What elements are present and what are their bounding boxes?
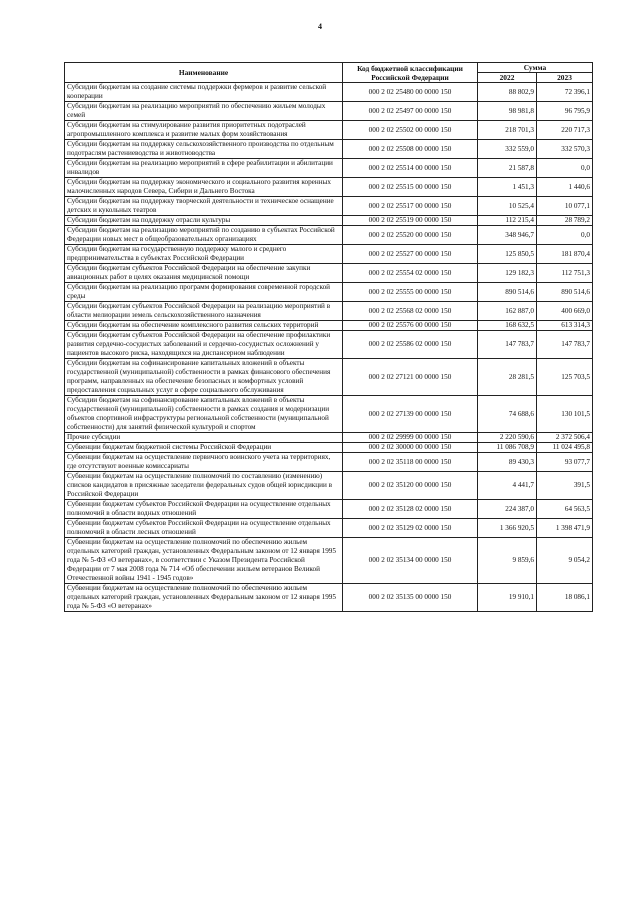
header-year-2022: 2022 — [478, 73, 537, 83]
row-value-2023: 28 789,2 — [537, 216, 593, 226]
row-value-2023: 181 870,4 — [537, 245, 593, 264]
row-value-2022: 21 587,8 — [478, 159, 537, 178]
row-name: Субсидии бюджетам на обеспечение комплексного развития сельских территорий — [65, 321, 343, 331]
table-row — [65, 83, 593, 102]
row-name: Субвенции бюджетам на осуществление первичного воинского учета на территориях, где отсутствуют военные комиссариаты — [65, 453, 343, 472]
budget-table — [64, 62, 593, 612]
row-name: Прочие субсидии — [65, 433, 343, 443]
row-name: Субсидии бюджетам субъектов Российской Федерации на обеспечение профилактики развития сердечно-сосудистых заболеваний и сердечно-сосудистых осложнений у пациентов высокого риска, находящихся на диспансерном наблюдении — [65, 331, 343, 359]
row-code: 000 2 02 25517 00 0000 150 — [343, 197, 478, 216]
table-row — [65, 472, 593, 500]
row-value-2023: 11 024 495,8 — [537, 443, 593, 453]
row-value-2022: 1 451,3 — [478, 178, 537, 197]
table-body — [65, 83, 593, 612]
table-row — [65, 584, 593, 612]
row-value-2023: 0,0 — [537, 226, 593, 245]
row-value-2023: 130 101,5 — [537, 396, 593, 433]
row-code: 000 2 02 25586 02 0000 150 — [343, 331, 478, 359]
table-row — [65, 197, 593, 216]
row-value-2022: 88 802,9 — [478, 83, 537, 102]
row-name: Субсидии бюджетам на реализацию программ формирования современной городской среды — [65, 283, 343, 302]
row-value-2023: 96 795,9 — [537, 102, 593, 121]
row-value-2022: 112 215,4 — [478, 216, 537, 226]
row-code: 000 2 02 25568 02 0000 150 — [343, 302, 478, 321]
row-code: 000 2 02 25519 00 0000 150 — [343, 216, 478, 226]
row-value-2022: 168 632,5 — [478, 321, 537, 331]
row-name: Субсидии бюджетам на реализацию мероприятий по обеспечению жильем молодых семей — [65, 102, 343, 121]
row-code: 000 2 02 25508 00 0000 150 — [343, 140, 478, 159]
table-row — [65, 102, 593, 121]
header-sum: Сумма — [478, 63, 593, 73]
row-name: Субвенции бюджетам субъектов Российской Федерации на осуществление отдельных полномочий в области водных отношений — [65, 500, 343, 519]
row-value-2022: 89 430,3 — [478, 453, 537, 472]
page-number: 4 — [318, 22, 322, 31]
row-value-2023: 220 717,3 — [537, 121, 593, 140]
table-row — [65, 264, 593, 283]
table-row — [65, 519, 593, 538]
row-code: 000 2 02 25555 00 0000 150 — [343, 283, 478, 302]
row-name: Субсидии бюджетам на поддержку творческой деятельности и техническое оснащение детских и кукольных театров — [65, 197, 343, 216]
table-row — [65, 321, 593, 331]
row-value-2023: 400 669,0 — [537, 302, 593, 321]
row-value-2022: 218 701,3 — [478, 121, 537, 140]
row-value-2023: 125 703,5 — [537, 359, 593, 396]
row-code: 000 2 02 35129 02 0000 150 — [343, 519, 478, 538]
row-value-2022: 19 910,1 — [478, 584, 537, 612]
row-name: Субсидии бюджетам на софинансирование капитальных вложений в объекты государственной (муниципальной) собственности в рамках создания и модернизации объектов спортивной инфраструктуры региональной собственности (муниципальной собственности) для занятий физической культурой и спортом — [65, 396, 343, 433]
row-code: 000 2 02 25502 00 0000 150 — [343, 121, 478, 140]
row-value-2023: 2 372 506,4 — [537, 433, 593, 443]
header-code: Код бюджетной классификации Российской Федерации — [343, 63, 478, 83]
row-value-2023: 147 783,7 — [537, 331, 593, 359]
table-row — [65, 245, 593, 264]
row-code: 000 2 02 29999 00 0000 150 — [343, 433, 478, 443]
row-value-2022: 1 366 920,5 — [478, 519, 537, 538]
row-name: Субвенции бюджетам субъектов Российской Федерации на осуществление отдельных полномочий в области лесных отношений — [65, 519, 343, 538]
table-row — [65, 216, 593, 226]
row-name: Субсидии бюджетам на софинансирование капитальных вложений в объекты государственной (муниципальной) собственности в рамках финансового обеспечения программ, направленных на обеспечение безопасных и комфортных условий предоставления социальных услуг в сфере социального обслуживания — [65, 359, 343, 396]
row-value-2023: 18 086,1 — [537, 584, 593, 612]
row-value-2022: 125 850,5 — [478, 245, 537, 264]
table-row — [65, 121, 593, 140]
table-row — [65, 433, 593, 443]
row-code: 000 2 02 30000 00 0000 150 — [343, 443, 478, 453]
row-value-2022: 162 887,0 — [478, 302, 537, 321]
row-code: 000 2 02 35118 00 0000 150 — [343, 453, 478, 472]
row-value-2023: 64 563,5 — [537, 500, 593, 519]
table-row — [65, 396, 593, 433]
table-row — [65, 500, 593, 519]
row-name: Субсидии бюджетам субъектов Российской Федерации на реализацию мероприятий в области мелиорации земель сельскохозяйственного назначения — [65, 302, 343, 321]
row-code: 000 2 02 27121 00 0000 150 — [343, 359, 478, 396]
row-value-2022: 9 859,6 — [478, 538, 537, 584]
header-year-2023: 2023 — [537, 73, 593, 83]
row-name: Субсидии бюджетам на поддержку отрасли культуры — [65, 216, 343, 226]
row-name: Субсидии бюджетам на реализацию мероприятий в сфере реабилитации и абилитации инвалидов — [65, 159, 343, 178]
row-code: 000 2 02 25480 00 0000 150 — [343, 83, 478, 102]
table-row — [65, 283, 593, 302]
table-row — [65, 359, 593, 396]
row-code: 000 2 02 35135 00 0000 150 — [343, 584, 478, 612]
row-name: Субсидии бюджетам на создание системы поддержки фермеров и развитие сельской кооперации — [65, 83, 343, 102]
row-value-2022: 98 981,8 — [478, 102, 537, 121]
table-row — [65, 443, 593, 453]
table-row — [65, 331, 593, 359]
table-row — [65, 302, 593, 321]
row-value-2023: 93 077,7 — [537, 453, 593, 472]
row-code: 000 2 02 35120 00 0000 150 — [343, 472, 478, 500]
row-name: Субсидии бюджетам на поддержку сельскохозяйственного производства по отдельным подотраслям растениеводства и животноводства — [65, 140, 343, 159]
row-name: Субсидии бюджетам на стимулирование развития приоритетных подотраслей агропромышленного комплекса и развитие малых форм хозяйствования — [65, 121, 343, 140]
row-value-2022: 4 441,7 — [478, 472, 537, 500]
row-value-2022: 348 946,7 — [478, 226, 537, 245]
row-code: 000 2 02 25520 00 0000 150 — [343, 226, 478, 245]
row-name: Субвенции бюджетам на осуществление полномочий по составлению (изменению) списков кандидатов в присяжные заседатели федеральных судов общей юрисдикции в Российской Федерации — [65, 472, 343, 500]
row-value-2023: 391,5 — [537, 472, 593, 500]
row-code: 000 2 02 25515 00 0000 150 — [343, 178, 478, 197]
table-row — [65, 178, 593, 197]
row-code: 000 2 02 25554 02 0000 150 — [343, 264, 478, 283]
row-value-2022: 332 559,0 — [478, 140, 537, 159]
row-value-2023: 1 440,6 — [537, 178, 593, 197]
row-value-2023: 613 314,3 — [537, 321, 593, 331]
row-value-2022: 28 281,5 — [478, 359, 537, 396]
row-value-2023: 0,0 — [537, 159, 593, 178]
table-row — [65, 453, 593, 472]
row-value-2022: 11 086 708,9 — [478, 443, 537, 453]
row-value-2023: 890 514,6 — [537, 283, 593, 302]
row-value-2022: 224 387,0 — [478, 500, 537, 519]
row-name: Субсидии бюджетам на реализацию мероприятий по созданию в субъектах Российской Федерации новых мест в общеобразовательных организациях — [65, 226, 343, 245]
table-row — [65, 159, 593, 178]
table-row — [65, 538, 593, 584]
table-row — [65, 140, 593, 159]
header-name: Наименование — [65, 63, 343, 83]
table-row — [65, 226, 593, 245]
row-code: 000 2 02 35128 02 0000 150 — [343, 500, 478, 519]
row-code: 000 2 02 25576 00 0000 150 — [343, 321, 478, 331]
row-name: Субсидии бюджетам на государственную поддержку малого и среднего предпринимательства в субъектах Российской Федерации — [65, 245, 343, 264]
row-value-2022: 10 525,4 — [478, 197, 537, 216]
table-header-row — [65, 63, 593, 73]
row-value-2022: 74 688,6 — [478, 396, 537, 433]
row-name: Субсидии бюджетам на поддержку экономического и социального развития коренных малочисленных народов Севера, Сибири и Дальнего Востока — [65, 178, 343, 197]
row-code: 000 2 02 25527 00 0000 150 — [343, 245, 478, 264]
row-value-2023: 72 396,1 — [537, 83, 593, 102]
row-value-2023: 9 054,2 — [537, 538, 593, 584]
row-name: Субвенции бюджетам на осуществление полномочий по обеспечению жильем отдельных категорий граждан, установленных Федеральным законом от 12 января 1995 года № 5-ФЗ «О ветеранах», в соответствии с Указом Президента Российской Федерации от 7 мая 2008 года № 714 «Об обеспечении жильем ветеранов Великой Отечественной войны 1941 - 1945 годов» — [65, 538, 343, 584]
row-value-2022: 890 514,6 — [478, 283, 537, 302]
row-code: 000 2 02 25497 00 0000 150 — [343, 102, 478, 121]
row-name: Субвенции бюджетам бюджетной системы Российской Федерации — [65, 443, 343, 453]
row-name: Субсидии бюджетам субъектов Российской Федерации на обеспечение закупки авиационных работ в целях оказания медицинской помощи — [65, 264, 343, 283]
row-value-2022: 2 220 590,6 — [478, 433, 537, 443]
row-value-2023: 332 570,3 — [537, 140, 593, 159]
row-name: Субвенции бюджетам на осуществление полномочий по обеспечению жильем отдельных категорий граждан, установленных Федеральным законом от 12 января 1995 года № 5-ФЗ «О ветеранах» — [65, 584, 343, 612]
row-value-2023: 112 751,3 — [537, 264, 593, 283]
row-value-2022: 129 182,3 — [478, 264, 537, 283]
row-code: 000 2 02 27139 00 0000 150 — [343, 396, 478, 433]
row-code: 000 2 02 35134 00 0000 150 — [343, 538, 478, 584]
row-code: 000 2 02 25514 00 0000 150 — [343, 159, 478, 178]
row-value-2023: 10 077,1 — [537, 197, 593, 216]
row-value-2022: 147 783,7 — [478, 331, 537, 359]
row-value-2023: 1 398 471,9 — [537, 519, 593, 538]
